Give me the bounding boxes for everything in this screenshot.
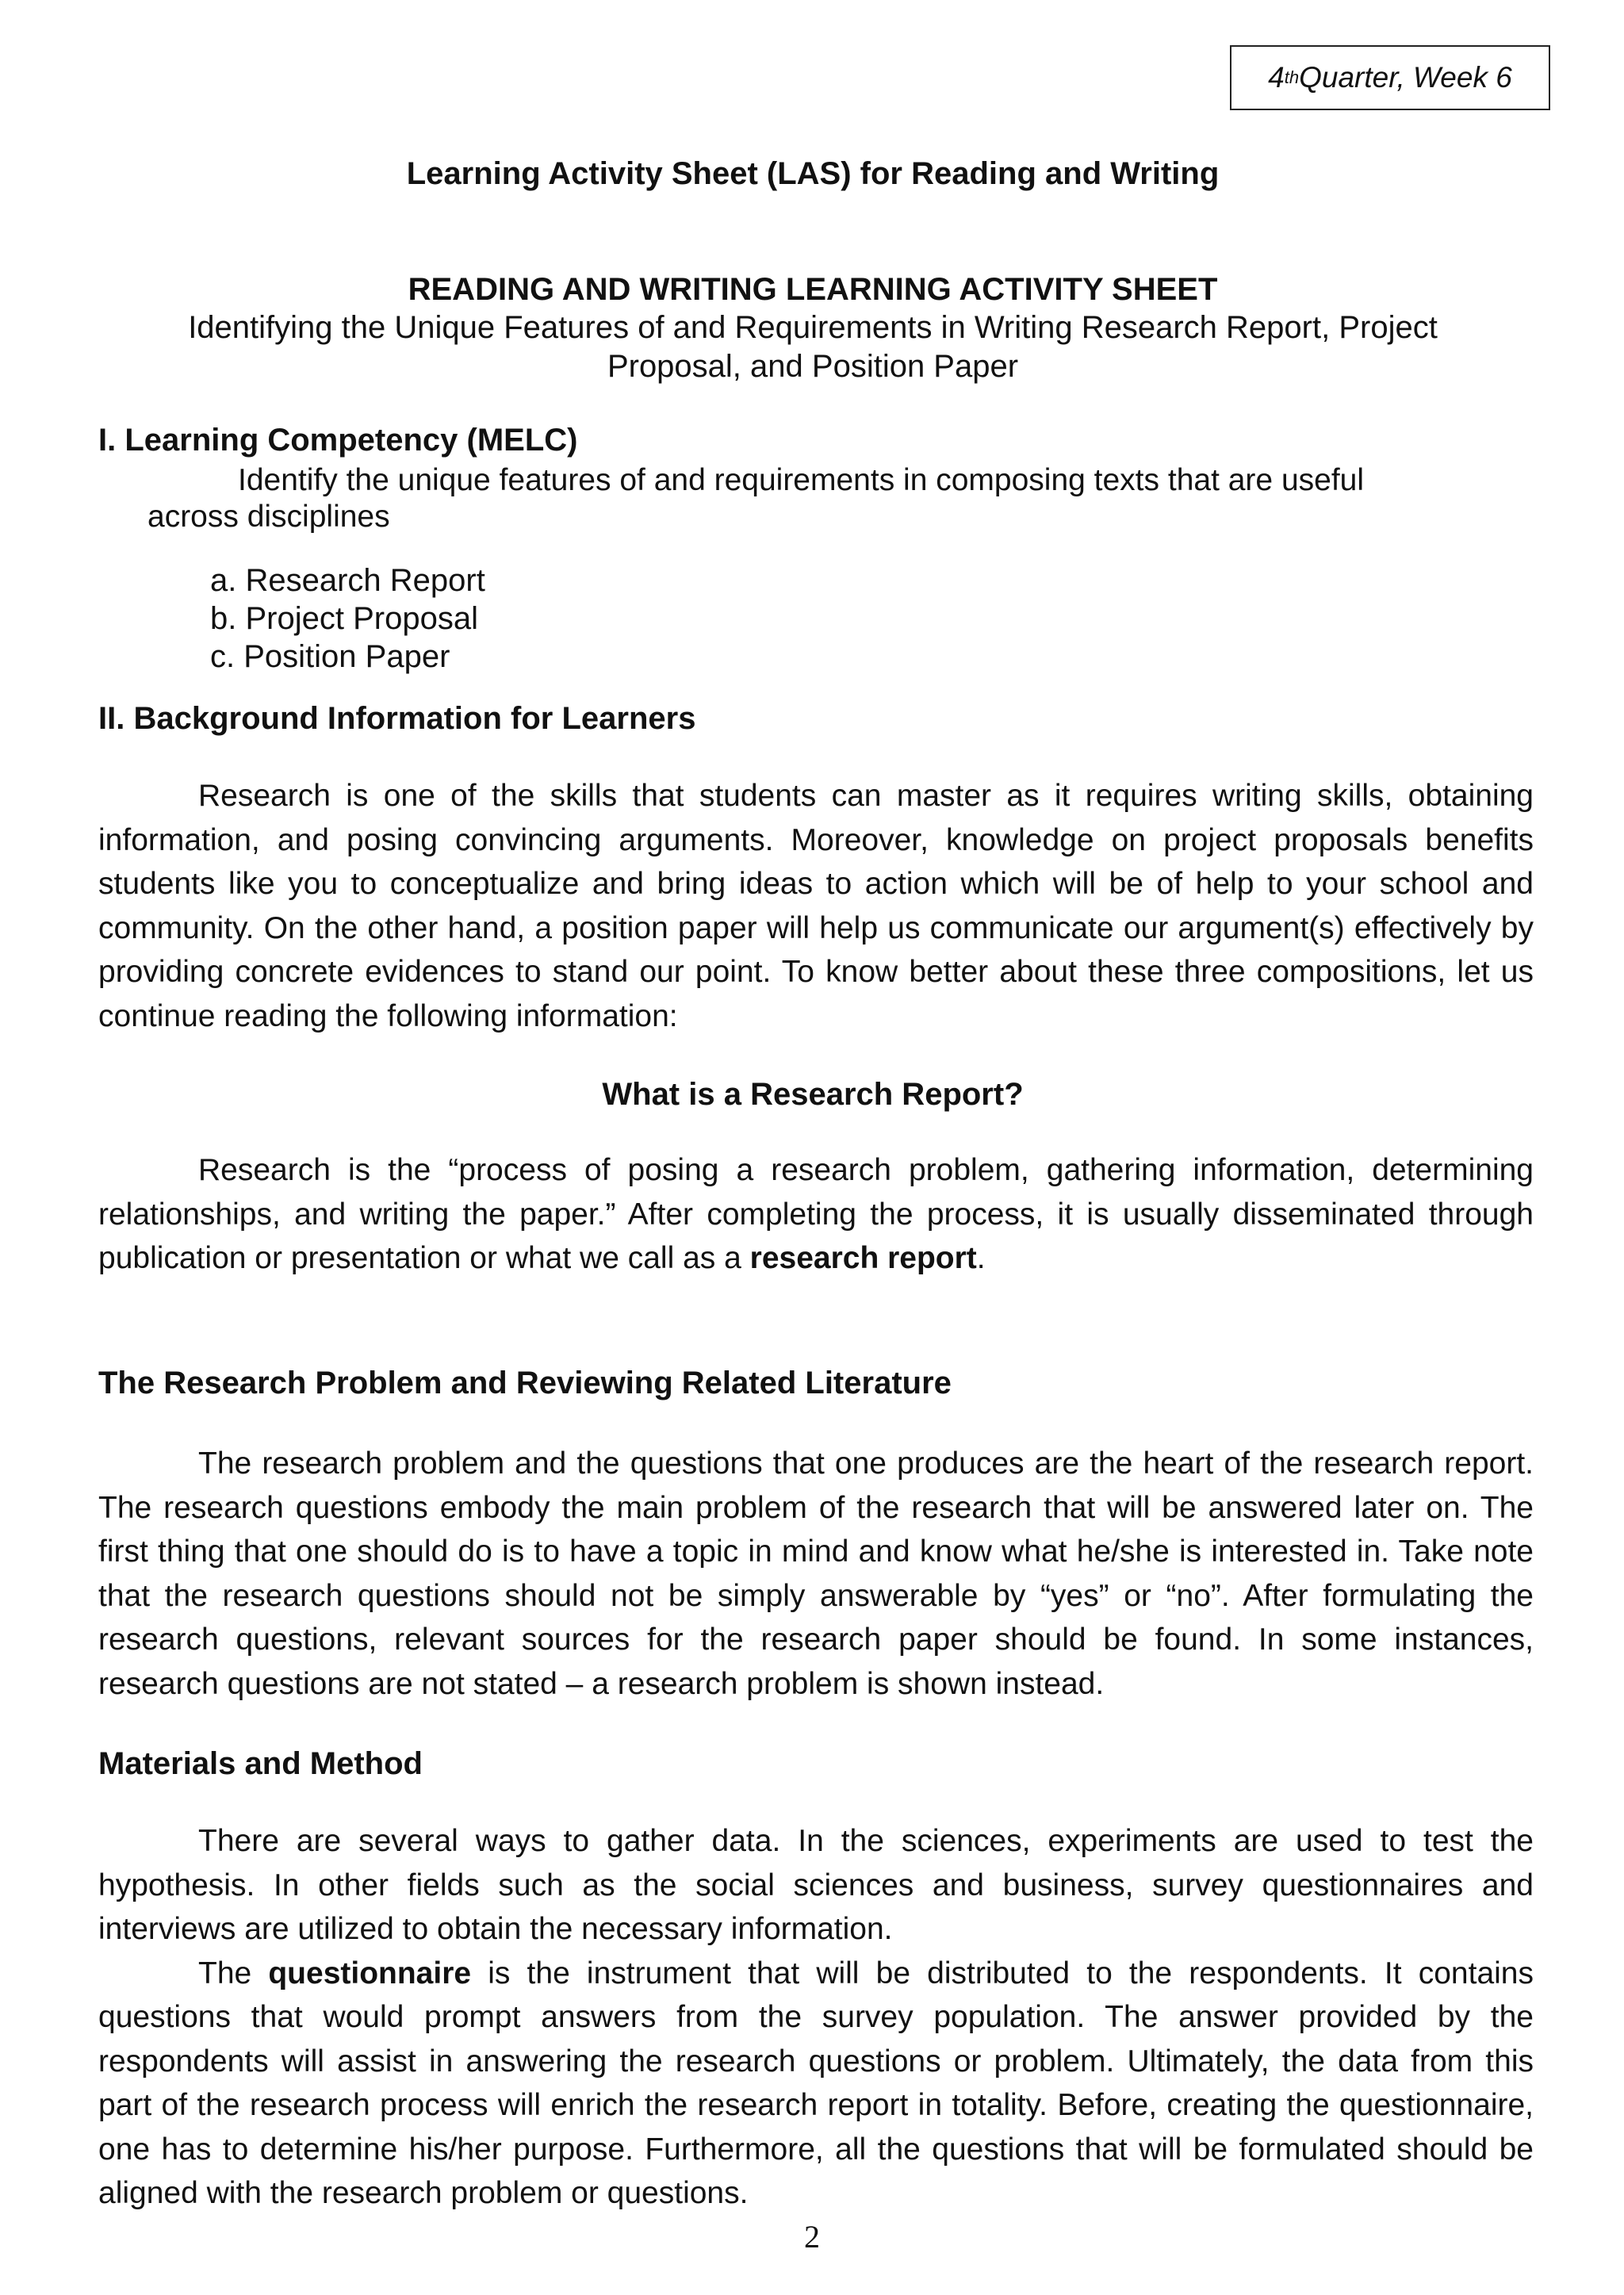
list-item: b. Project Proposal	[210, 601, 478, 636]
competency-list	[210, 561, 485, 676]
quarter-week-box: 4 th Quarter, Week 6	[1230, 45, 1550, 110]
section2-heading: II. Background Information for Learners	[98, 701, 696, 736]
research-problem-paragraph	[98, 1442, 1534, 1706]
section1-heading: I. Learning Competency (MELC)	[98, 423, 578, 458]
sheet-subtitle-line2: Proposal, and Position Paper	[607, 349, 1019, 384]
competency-line1: Identify the unique features of and requirements in composing texts that are useful	[238, 463, 1365, 497]
research-report-term: research report	[749, 1241, 977, 1275]
quarter-number: 4	[1268, 61, 1285, 94]
background-paragraph	[98, 774, 1534, 1038]
research-report-paragraph	[98, 1148, 1534, 1281]
materials-para1: There are several ways to gather data. In the sciences, experiments are used to test the hypothesis. In other fields such as the social sciences and business, survey questionnaires and interviews are utilized to obtain the necessary information.	[98, 1824, 1534, 1946]
materials-para2-text: is the instrument that will be distributed to the respondents. It contains questions that would prompt answers from the survey population. The answer provided by the respondents will assist in answering the research questions or problem. Ultimately, the data from this part of the research process will enrich the research report in totality. Before, creating the questionnaire, one has to determine his/her purpose. Furthermore, all the questions that will be formulated should be aligned with the research problem or questions.	[98, 1956, 1534, 2210]
materials-paragraphs	[98, 1819, 1534, 2216]
main-title: Learning Activity Sheet (LAS) for Reading and Writing	[406, 156, 1220, 191]
sheet-title: READING AND WRITING LEARNING ACTIVITY SHEET	[408, 272, 1218, 307]
materials-heading: Materials and Method	[98, 1746, 423, 1781]
materials-para2-start: The	[198, 1956, 269, 1990]
questionnaire-term: questionnaire	[268, 1956, 472, 1990]
research-report-heading: What is a Research Report?	[602, 1077, 1024, 1112]
quarter-week-text: Quarter, Week 6	[1299, 61, 1512, 94]
research-report-text: Research is the “process of posing a research problem, gathering information, determining relationships, and writing the paper.” After completing the process, it is usually disseminated through publication or presentation or what we call as a	[98, 1153, 1534, 1275]
sheet-subtitle-line1: Identifying the Unique Features of and Requirements in Writing Research Report, Project	[188, 310, 1438, 345]
page-number: 2	[804, 2219, 820, 2255]
list-item: a. Research Report	[210, 563, 485, 598]
competency-line2: across disciplines	[147, 500, 390, 534]
list-item: c. Position Paper	[210, 639, 450, 674]
background-text: Research is one of the skills that students can master as it requires writing skills, obtaining information, and posing convincing arguments. Moreover, knowledge on project proposals benefits students like you to conceptualize and bring ideas to action which will be of help to your school and community. On the other hand, a position paper will help us communicate our argument(s) effectively by providing concrete evidences to stand our point. To know better about these three compositions, let us continue reading the following information:	[98, 779, 1534, 1033]
research-problem-heading: The Research Problem and Reviewing Related Literature	[98, 1366, 952, 1400]
research-problem-text: The research problem and the questions that one produces are the heart of the research report. The research questions embody the main problem of the research that will be answered later on. The first thing that one should do is to have a topic in mind and know what he/she is interested in. Take note that the research questions should not be simply answerable by “yes” or “no”. After formulating the research questions, relevant sources for the research paper should be found. In some instances, research questions are not stated – a research problem is shown instead.	[98, 1446, 1534, 1701]
research-report-end: .	[976, 1241, 986, 1275]
